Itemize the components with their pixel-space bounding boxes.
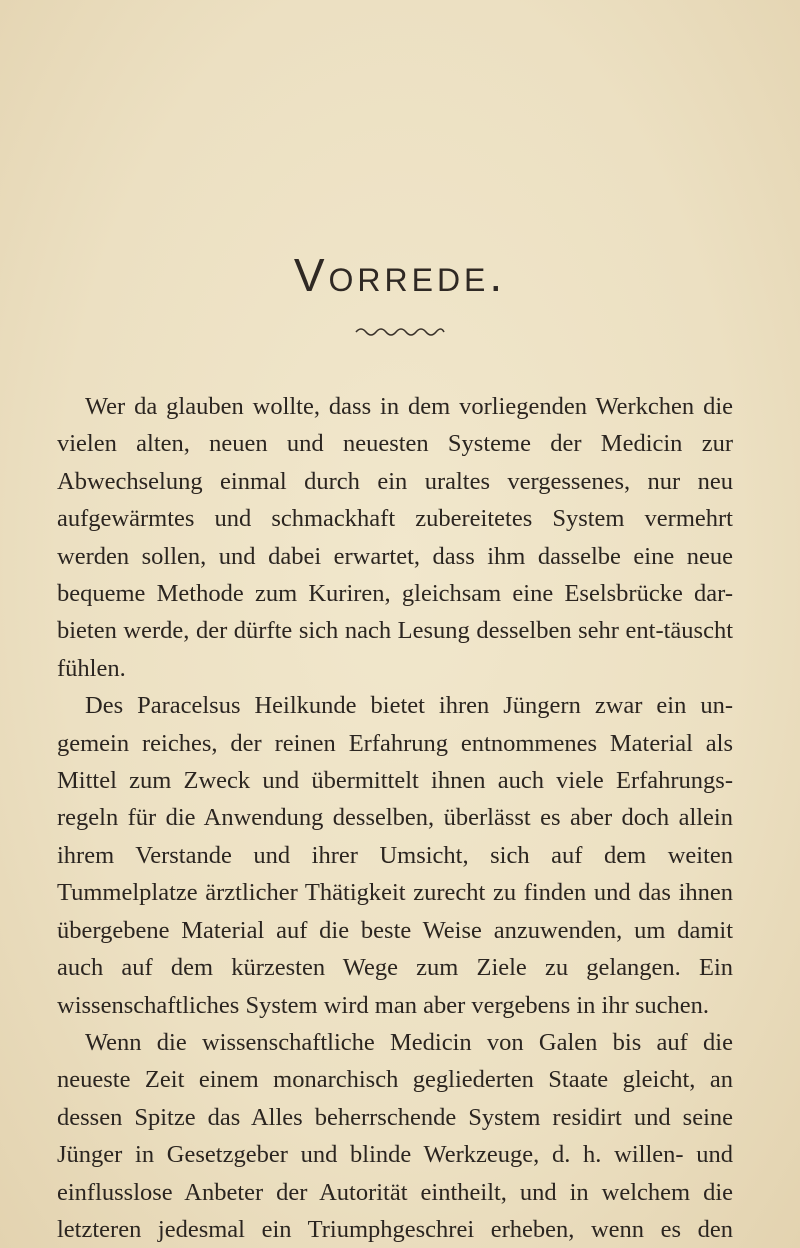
body-text xyxy=(57,388,733,1248)
wavy-ornament-divider xyxy=(0,322,800,342)
paragraph-3: Wenn die wissenschaftliche Medicin von Galen bis auf die neueste Zeit einem monarchisch gegliederten Staate gleicht, an dessen Spitze das Alles beherrschende System residirt und seine Jünger in Gesetzgeber und blinde Werkzeuge, d. h. willen- und einflusslose Anbeter der Autorität eintheilt, und in welchem die letzteren jedesmal ein Triumphgeschrei erheben, wenn es den xyxy=(57,1028,733,1243)
paragraph-1: Wer da glauben wollte, dass in dem vorliegenden Werkchen die vielen alten, neuen und neuesten Systeme der Medicin zur Abwechselung einmal durch ein uraltes vergessenes, nur neu aufgewärmtes und schmackhaft zubereitetes System vermehrt werden sollen, und dabei erwartet, dass ihm dasselbe eine neue bequeme Methode zum Kuriren, gleichsam eine Eselsbrücke dar-bieten werde, der dürfte sich nach Lesung desselben sehr ent-täuscht fühlen. xyxy=(57,393,733,682)
wavy-line-icon xyxy=(354,322,446,342)
page-title: Vorrede. xyxy=(293,249,507,301)
paragraph-2: Des Paracelsus Heilkunde bietet ihren Jüngern zwar ein un-gemein reiches, der reinen Erfahrung entnommenes Material als Mittel zum Zweck und übermittelt ihnen auch viele Erfahrungs-regeln für die Anwendung desselben, überlässt es aber doch allein ihrem Verstande und ihrer Umsicht, sich auf dem weiten Tummelplatze ärztlicher Thätigkeit zurecht zu finden und das ihnen übergebene Material auf die beste Weise anzuwenden, um damit auch auf dem kürzesten Wege zum Ziele zu gelangen. Ein wissenschaftliches System wird man aber vergebens in ihr suchen. xyxy=(57,692,733,1019)
